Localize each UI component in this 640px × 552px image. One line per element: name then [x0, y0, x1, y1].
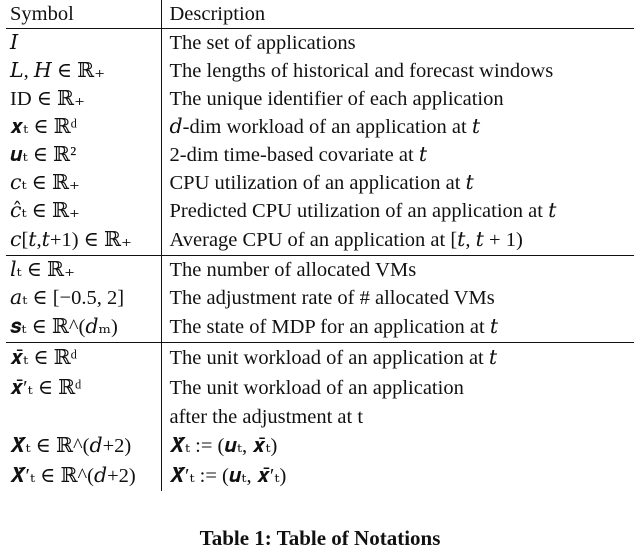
- description-cell: The unit workload of an application at 𝑡: [169, 347, 498, 369]
- table-row: [6, 403, 634, 431]
- description-cell: The lengths of historical and forecast windows: [169, 60, 554, 82]
- table-row: [6, 284, 634, 312]
- description-cell: Predicted CPU utilization of an application at 𝑡: [169, 200, 557, 222]
- description-cell: after the adjustment at t: [169, 406, 364, 428]
- description-cell: The unique identifier of each application: [169, 88, 504, 110]
- table-caption: Table 1: Table of Notations: [199, 526, 441, 550]
- table-row: [6, 373, 634, 403]
- notation-table: [6, 0, 634, 491]
- symbol-cell: ID ∈ ℝ₊: [6, 85, 161, 113]
- symbol-cell: 𝑐ₜ ∈ ℝ₊: [6, 169, 161, 197]
- description-cell: 2-dim time-based covariate at 𝑡: [169, 144, 428, 166]
- description-cell: Average CPU of an application at [𝑡, 𝑡 + 1): [161, 225, 634, 256]
- description-cell: The number of allocated VMs: [169, 259, 417, 281]
- symbol-cell: 𝑐̂ₜ ∈ ℝ₊: [6, 197, 161, 225]
- header-symbol: Symbol: [6, 0, 161, 29]
- table-row: [6, 431, 634, 461]
- header-row: [6, 0, 634, 29]
- description-cell: 𝑿̄′ₜ := (𝒖ₜ, 𝒙̄′ₜ): [169, 465, 287, 487]
- header-description: Description: [161, 0, 634, 29]
- symbol-cell: 𝒖ₜ ∈ ℝ²: [6, 141, 161, 169]
- symbol-cell: 𝑙ₜ ∈ ℝ₊: [6, 256, 161, 285]
- description-cell: The set of applications: [169, 32, 356, 54]
- symbol-cell: 𝒙̄ₜ ∈ ℝᵈ: [6, 343, 161, 374]
- description-cell: The adjustment rate of # allocated VMs: [169, 287, 495, 309]
- symbol-cell: 𝒔ₜ ∈ ℝ^(𝑑ₘ): [6, 312, 161, 343]
- symbol-cell: 𝐼: [6, 29, 161, 58]
- description-cell: CPU utilization of an application at 𝑡: [169, 172, 474, 194]
- description-cell: 𝑿̄ₜ := (𝒖ₜ, 𝒙̄ₜ): [169, 435, 278, 457]
- symbol-cell: 𝑎ₜ ∈ [−0.5, 2]: [6, 284, 161, 312]
- table-row: [6, 197, 634, 225]
- table-row: [6, 85, 634, 113]
- table-row: [6, 312, 634, 343]
- notation-table-container: [6, 0, 634, 491]
- description-cell: The unit workload of an application: [169, 377, 464, 399]
- description-cell: The state of MDP for an application at 𝑡: [161, 312, 634, 343]
- table-row: [6, 141, 634, 169]
- table-row: [6, 169, 634, 197]
- table-row: [6, 343, 634, 374]
- symbol-cell: 𝑿̄′ₜ ∈ ℝ^(𝑑+2): [6, 461, 161, 491]
- table-row: [6, 225, 634, 256]
- table-row: [6, 57, 634, 85]
- symbol-cell: [6, 403, 161, 431]
- symbol-cell: 𝐿, 𝐻 ∈ ℝ₊: [6, 57, 161, 85]
- symbol-cell: 𝒙̄′ₜ ∈ ℝᵈ: [6, 373, 161, 403]
- symbol-cell: 𝒙ₜ ∈ ℝᵈ: [6, 113, 161, 141]
- description-cell: 𝑑-dim workload of an application at 𝑡: [169, 116, 481, 138]
- table-row: [6, 256, 634, 285]
- symbol-cell: 𝑐[𝑡,𝑡+1) ∈ ℝ₊: [6, 225, 161, 256]
- table-row: [6, 113, 634, 141]
- table-row: [6, 29, 634, 58]
- symbol-cell: 𝑿̄ₜ ∈ ℝ^(𝑑+2): [6, 431, 161, 461]
- table-row: [6, 461, 634, 491]
